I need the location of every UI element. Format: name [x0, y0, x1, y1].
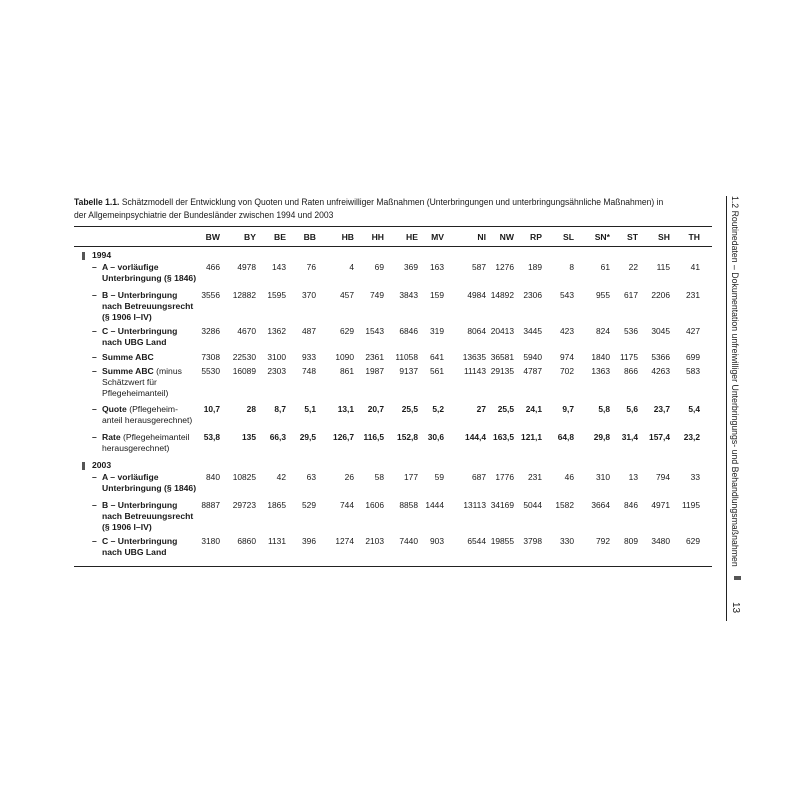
- table-cell: 3445: [523, 326, 542, 336]
- table-cell: 1363: [591, 366, 610, 376]
- table-cell: 3180: [201, 536, 220, 546]
- table-cell: 8: [569, 262, 574, 272]
- column-header: BW: [205, 232, 220, 242]
- table-cell: 587: [472, 262, 486, 272]
- table-cell: 8858: [399, 500, 418, 510]
- table-cell: 3556: [201, 290, 220, 300]
- table-cell: 866: [624, 366, 638, 376]
- table-cell: 396: [302, 536, 316, 546]
- table-cell: 1582: [555, 500, 574, 510]
- table-cell: 76: [306, 262, 316, 272]
- table-header-rule: [74, 246, 712, 247]
- table-cell: 466: [206, 262, 220, 272]
- table-cell: 5530: [201, 366, 220, 376]
- column-header: ST: [627, 232, 638, 242]
- running-head-text: 1.2 Routinedaten – Dokumentation unfreiwilliger Unterbringungs- und Behandlungsmaßnahmen: [729, 196, 740, 567]
- row-dash: –: [92, 536, 97, 546]
- table-cell: 29,8: [593, 432, 610, 442]
- row-dash: –: [92, 366, 97, 376]
- table-cell: 4787: [523, 366, 542, 376]
- table-cell: 1444: [425, 500, 444, 510]
- table-cell: 792: [596, 536, 610, 546]
- table-cell: 143: [272, 262, 286, 272]
- table-cell: 13: [628, 472, 638, 482]
- column-header: BB: [303, 232, 316, 242]
- table-cell: 2306: [523, 290, 542, 300]
- table-cell: 27: [476, 404, 486, 414]
- table-cell: 5,8: [598, 404, 610, 414]
- table-cell: 583: [686, 366, 700, 376]
- table-cell: 457: [340, 290, 354, 300]
- table-cell: 903: [430, 536, 444, 546]
- section-marker: [82, 462, 85, 470]
- table-cell: 1987: [365, 366, 384, 376]
- table-cell: 41: [690, 262, 700, 272]
- table-cell: 25,5: [497, 404, 514, 414]
- table-cell: 10825: [232, 472, 256, 482]
- table-cell: 629: [686, 536, 700, 546]
- column-header: SL: [563, 232, 574, 242]
- table-cell: 61: [600, 262, 610, 272]
- table-cell: 2103: [365, 536, 384, 546]
- table-cell: 4971: [651, 500, 670, 510]
- table-cell: 3480: [651, 536, 670, 546]
- table-cell: 487: [302, 326, 316, 336]
- table-cell: 8,7: [274, 404, 286, 414]
- row-label-text: Summe ABC (minus Schätzwert für Pflegeheimanteil): [102, 366, 182, 398]
- column-header: MV: [431, 232, 444, 242]
- table-cell: 135: [242, 432, 256, 442]
- table-cell: 7440: [399, 536, 418, 546]
- table-cell: 29723: [232, 500, 256, 510]
- table-cell: 19855: [490, 536, 514, 546]
- table-cell: 6860: [237, 536, 256, 546]
- table-cell: 5940: [523, 352, 542, 362]
- table-cell: 33: [690, 472, 700, 482]
- table-cell: 629: [340, 326, 354, 336]
- table-cell: 64,8: [557, 432, 574, 442]
- table-cell: 36581: [490, 352, 514, 362]
- table-cell: 3286: [201, 326, 220, 336]
- table-cell: 13,1: [337, 404, 354, 414]
- table-cell: 2361: [365, 352, 384, 362]
- table-cell: 427: [686, 326, 700, 336]
- section-year: 2003: [92, 460, 112, 470]
- table-cell: 12882: [232, 290, 256, 300]
- table-cell: 5044: [523, 500, 542, 510]
- table-cell: 3798: [523, 536, 542, 546]
- row-dash: –: [92, 326, 97, 336]
- table-cell: 58: [374, 472, 384, 482]
- table-cell: 26: [344, 472, 354, 482]
- section-year: 1994: [92, 250, 112, 260]
- row-dash: –: [92, 404, 97, 414]
- table-cell: 231: [686, 290, 700, 300]
- table-cell: 6846: [399, 326, 418, 336]
- table-cell: 3100: [267, 352, 286, 362]
- table-cell: 3045: [651, 326, 670, 336]
- table-cell: 152,8: [397, 432, 418, 442]
- column-header: HE: [406, 232, 418, 242]
- row-label-text: Quote (Pflegeheim- anteil herausgerechnet): [102, 404, 193, 425]
- table-cell: 4978: [237, 262, 256, 272]
- table-top-rule: [74, 226, 712, 227]
- table-cell: 9,7: [562, 404, 574, 414]
- table-bottom-rule: [74, 566, 712, 567]
- table-cell: 28: [246, 404, 256, 414]
- table-cell: 1606: [365, 500, 384, 510]
- table-cell: 1090: [335, 352, 354, 362]
- table-cell: 1131: [267, 536, 286, 546]
- table-cell: 3664: [591, 500, 610, 510]
- table-cell: 749: [370, 290, 384, 300]
- table-cell: 4263: [651, 366, 670, 376]
- table-cell: 8887: [201, 500, 220, 510]
- table-cell: 59: [434, 472, 444, 482]
- table-cell: 69: [374, 262, 384, 272]
- table-cell: 7308: [201, 352, 220, 362]
- table-cell: 1595: [267, 290, 286, 300]
- table-cell: 177: [404, 472, 418, 482]
- table-cell: 748: [302, 366, 316, 376]
- table-cell: 4: [349, 262, 354, 272]
- table-cell: 536: [624, 326, 638, 336]
- table-cell: 157,4: [649, 432, 670, 442]
- table-cell: 5,6: [626, 404, 638, 414]
- table-cell: 23,7: [653, 404, 670, 414]
- table-cell: 22: [628, 262, 638, 272]
- row-dash: –: [92, 352, 97, 362]
- table-cell: 66,3: [269, 432, 286, 442]
- table-cell: 13635: [462, 352, 486, 362]
- table-cell: 840: [206, 472, 220, 482]
- table-cell: 687: [472, 472, 486, 482]
- table-cell: 13113: [463, 500, 486, 510]
- row-label-text: A – vorläufige Unterbringung (§ 1846): [102, 262, 197, 283]
- table-cell: 319: [430, 326, 444, 336]
- table-cell: 11058: [395, 352, 418, 362]
- table-cell: 24,1: [525, 404, 542, 414]
- table-cell: 163,5: [493, 432, 514, 442]
- table-cell: 861: [340, 366, 354, 376]
- table-cell: 159: [430, 290, 444, 300]
- table-cell: 310: [596, 472, 610, 482]
- table-cell: 189: [528, 262, 542, 272]
- table-cell: 5,2: [432, 404, 444, 414]
- table-cell: 63: [306, 472, 316, 482]
- table-cell: 824: [596, 326, 610, 336]
- table-cell: 163: [430, 262, 444, 272]
- column-header: NI: [477, 232, 486, 242]
- table-cell: 9137: [399, 366, 418, 376]
- table-cell: 29,5: [299, 432, 316, 442]
- caption-label: Tabelle 1.1.: [74, 197, 120, 207]
- row-label-text: C – Unterbringung nach UBG Land: [102, 326, 178, 347]
- table-cell: 809: [624, 536, 638, 546]
- row-dash: –: [92, 472, 97, 482]
- table-cell: 34169: [490, 500, 514, 510]
- table-cell: 1274: [335, 536, 354, 546]
- row-label-text: A – vorläufige Unterbringung (§ 1846): [102, 472, 197, 493]
- row-label-text: Rate (Pflegeheimanteil herausgerechnet): [102, 432, 190, 453]
- column-header: SH: [658, 232, 670, 242]
- table-cell: 3843: [399, 290, 418, 300]
- table-cell: 144,4: [465, 432, 486, 442]
- table-cell: 23,2: [683, 432, 700, 442]
- table-cell: 423: [560, 326, 574, 336]
- table-cell: 5366: [651, 352, 670, 362]
- page-number: 13: [730, 602, 741, 614]
- table-cell: 369: [404, 262, 418, 272]
- table-cell: 53,8: [203, 432, 220, 442]
- column-header: NW: [499, 232, 514, 242]
- table-cell: 20413: [490, 326, 514, 336]
- column-header: BY: [244, 232, 256, 242]
- table-cell: 699: [686, 352, 700, 362]
- column-header: BE: [274, 232, 286, 242]
- table-cell: 1543: [365, 326, 384, 336]
- row-dash: –: [92, 500, 97, 510]
- column-header: TH: [688, 232, 700, 242]
- table-cell: 5,4: [688, 404, 700, 414]
- table-cell: 126,7: [333, 432, 354, 442]
- sidebar-marker: [734, 576, 741, 580]
- table-cell: 10,7: [203, 404, 220, 414]
- table-cell: 8064: [467, 326, 486, 336]
- table-cell: 702: [560, 366, 574, 376]
- table-cell: 5,1: [304, 404, 316, 414]
- row-dash: –: [92, 290, 97, 300]
- table-cell: 11143: [463, 366, 486, 376]
- row-dash: –: [92, 262, 97, 272]
- table-cell: 46: [564, 472, 574, 482]
- row-dash: –: [92, 432, 97, 442]
- table-cell: 1840: [591, 352, 610, 362]
- table-cell: 641: [430, 352, 444, 362]
- table-cell: 4984: [467, 290, 486, 300]
- caption-text: Schätzmodell der Entwicklung von Quoten und Raten unfreiwilliger Maßnahmen (Unterbringungen und unterbringungsähnliche Maßnahmen) in der Allgemeinpsychiatrie der Bundesländer zwischen 1994 und 2003: [74, 197, 664, 220]
- table-cell: 330: [560, 536, 574, 546]
- table-cell: 561: [430, 366, 444, 376]
- table-cell: 543: [560, 290, 574, 300]
- table-cell: 2303: [267, 366, 286, 376]
- table-cell: 121,1: [521, 432, 542, 442]
- table-cell: 1175: [619, 352, 638, 362]
- table-cell: 29135: [490, 366, 514, 376]
- section-marker: [82, 252, 85, 260]
- table-cell: 31,4: [621, 432, 638, 442]
- table-cell: 30,6: [427, 432, 444, 442]
- row-label-text: B – Unterbringung nach Betreuungsrecht (§ 1906 I–IV): [102, 500, 194, 532]
- table-cell: 16089: [232, 366, 256, 376]
- table-cell: 2206: [651, 290, 670, 300]
- table-cell: 1776: [495, 472, 514, 482]
- row-label-text: C – Unterbringung nach UBG Land: [102, 536, 178, 557]
- row-label-text: B – Unterbringung nach Betreuungsrecht (§ 1906 I–IV): [102, 290, 194, 322]
- table-cell: 1865: [267, 500, 286, 510]
- table-cell: 1276: [495, 262, 514, 272]
- table-cell: 744: [340, 500, 354, 510]
- table-cell: 370: [302, 290, 316, 300]
- table-cell: 22530: [232, 352, 256, 362]
- table-cell: 116,5: [363, 432, 384, 442]
- table-caption: [74, 196, 669, 222]
- table-cell: 933: [302, 352, 316, 362]
- column-header: HH: [371, 232, 384, 242]
- table-cell: 25,5: [401, 404, 418, 414]
- table-cell: 529: [302, 500, 316, 510]
- table-cell: 794: [656, 472, 670, 482]
- column-header: SN*: [594, 232, 610, 242]
- table-cell: 42: [276, 472, 286, 482]
- table-cell: 617: [624, 290, 638, 300]
- table-cell: 231: [528, 472, 542, 482]
- table-cell: 1362: [267, 326, 286, 336]
- table-cell: 1195: [681, 500, 700, 510]
- table-cell: 955: [596, 290, 610, 300]
- table-cell: 14892: [490, 290, 514, 300]
- table-cell: 6544: [467, 536, 486, 546]
- running-head: [727, 196, 745, 616]
- table-cell: 20,7: [367, 404, 384, 414]
- table-cell: 846: [624, 500, 638, 510]
- row-label-text: Summe ABC: [102, 352, 154, 362]
- table-cell: 115: [656, 262, 670, 272]
- column-header: RP: [530, 232, 542, 242]
- table-cell: 4670: [237, 326, 256, 336]
- table-cell: 974: [560, 352, 574, 362]
- column-header: HB: [341, 232, 354, 242]
